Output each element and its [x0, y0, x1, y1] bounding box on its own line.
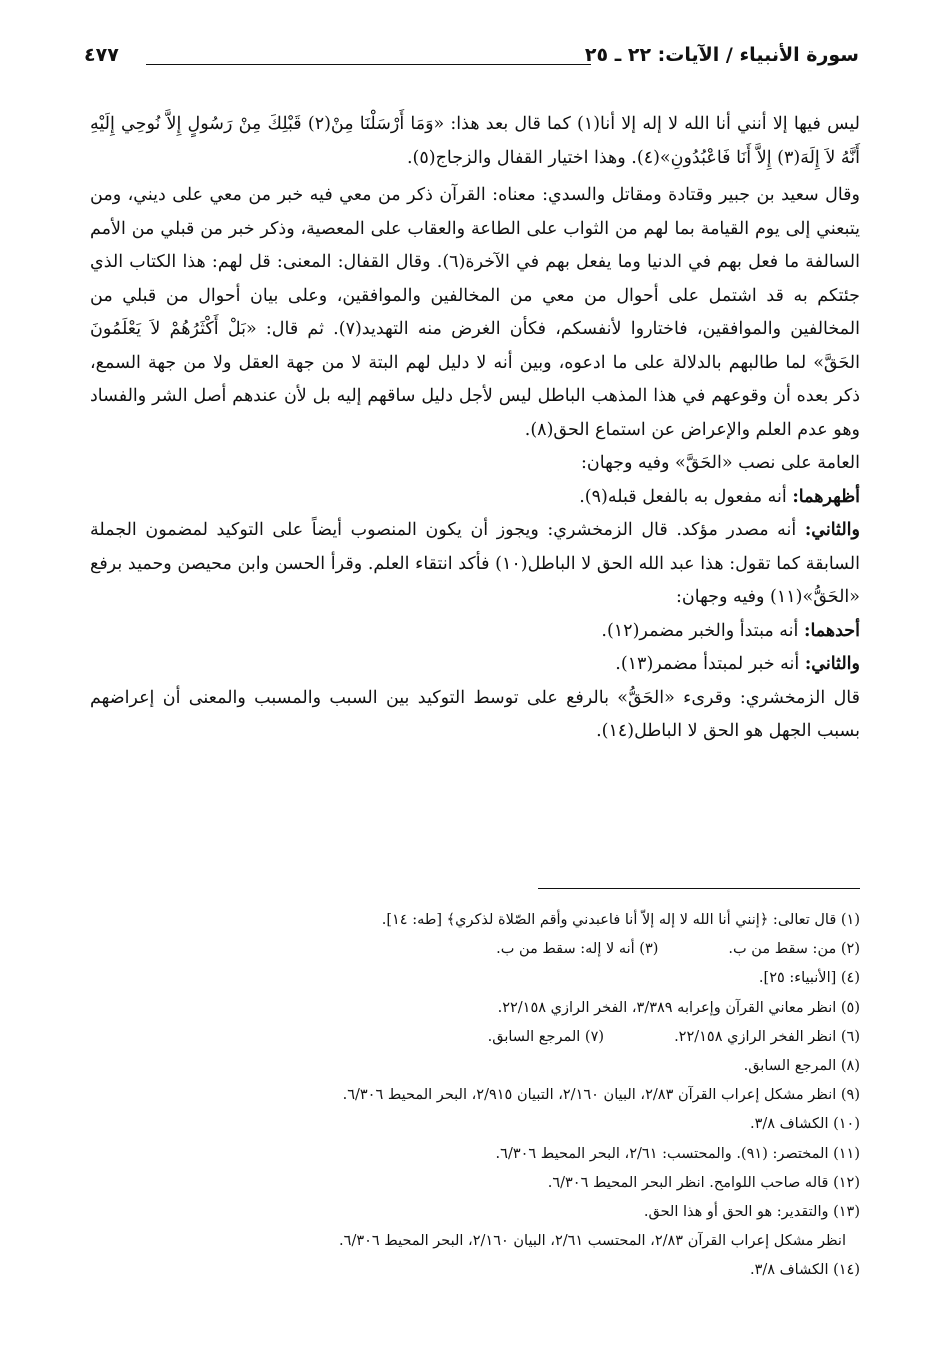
page-number: ٤٧٧	[84, 44, 119, 66]
header-rule	[146, 64, 591, 65]
list-item	[90, 481, 860, 515]
footnote: (١٢) قاله صاحب اللوامح. انظر البحر المحيط ٦/٣٠٦.	[547, 1174, 860, 1191]
item-lead: أحدهما:	[803, 620, 860, 641]
main-text	[90, 108, 860, 749]
footnote: (٢) من: سقط من ب.	[728, 941, 860, 958]
footnote: (١) قال تعالى: ﴿إنني أنا الله لا إله إلاّ أنا فاعبدني وأقم الصّلاة لذكري﴾ [طه: ١٤].	[381, 912, 860, 928]
footnote: (٥) انظر معاني القرآن وإعرابه ٣/٣٨٩، الفخر الرازي ٢٢/١٥٨.	[497, 999, 860, 1016]
paragraph: وقال سعيد بن جبير وقتادة ومقاتل والسدي: معناه: القرآن ذكر من معي فيه خبر من معي على ديني، ومن يتبعني إلى يوم القيامة بما لهم من الثواب على الطاعة والعقاب على المعصية، وذكر خبر من قبلي من الأمم السالفة ما فعل بهم في الدنيا وما يفعل بهم في الآخرة(٦). وقال القفال: المعنى: قل لهم: هذا الكتاب الذي جئتكم به قد اشتمل على أحوال من معي من المخالفين والموافقين، وعلى بيان أحوال من قبلي من المخالفين والموافقين، فاختاروا لأنفسكم، فكأن الغرض منه التهديد(٧). ثم قال: «بَلْ أَكْثَرُهُمْ لاَ يَعْلَمُونَ الحَقَّ» لما طالبهم بالدلالة على ما ادعوه، وبين أنه لا دليل لهم البتة لا من جهة العقل ولا من جهة السمع، ذكر بعده أن وقوعهم في هذا المذهب الباطل ليس لأجل دليل ساقهم إليه بل لأن عندهم أصل الشر والفساد وهو عدم العلم والإعراض عن استماع الحق(٨).	[90, 185, 860, 440]
footnote: انظر مشكل إعراب القرآن ٢/٨٣، المحتسب ٢/٦١، البيان ٢/١٦٠، البحر المحيط ٦/٣٠٦.	[339, 1233, 846, 1250]
footnotes	[130, 906, 860, 1286]
paragraph: قال الزمخشري: وقرىء «الحَقُّ» بالرفع على توسط التوكيد بين السبب والمسبب والمعنى أن إعراضهم بسبب الجهل هو الحق لا الباطل(١٤).	[90, 687, 860, 741]
footnote: (٨) المرجع السابق.	[743, 1058, 860, 1075]
footnote: (١١) المختصر: (٩١). والمحتسب: ٢/٦١، البحر المحيط ٦/٣٠٦.	[495, 1145, 860, 1162]
item-text: أنه خبر لمبتدأ مضمر(١٣).	[615, 654, 805, 674]
list-item	[90, 514, 860, 615]
footnote: (٧) المرجع السابق.	[487, 1028, 605, 1045]
footnote-row	[130, 1023, 860, 1052]
paragraph: العامة على نصب «الحَقَّ» وفيه وجهان:	[581, 453, 860, 473]
footnote-separator	[538, 888, 860, 889]
footnote: (١٤) الكشاف ٣/٨.	[749, 1262, 860, 1279]
item-text: أنه مفعول به بالفعل قبله(٩).	[579, 486, 793, 507]
footnote: (٣) أنه لا إله: سقط من ب.	[496, 941, 659, 958]
item-lead: والثاني:	[804, 654, 860, 674]
item-lead: أظهرهما:	[792, 486, 860, 507]
surah-title: سورة الأنبياء / الآيات: ٢٢ ـ ٢٥	[584, 44, 859, 66]
item-text: أنه مبتدأ والخبر مضمر(١٢).	[601, 620, 804, 641]
item-text: أنه مصدر مؤكد. قال الزمخشري: ويجوز أن يكون المنصوب أيضاً على التوكيد لمضمون الجملة السابقة كما تقول: هذا عبد الله الحق لا الباطل(١٠) فأكد انتقاء العلم. وقرأ الحسن وابن محيصن وحميد برفع «الحَقُّ»(١١) وفيه وجهان:	[90, 520, 860, 607]
item-lead: والثاني:	[804, 520, 860, 540]
footnote: (٦) انظر الفخر الرازي ٢٢/١٥٨.	[674, 1028, 860, 1045]
list-item	[90, 648, 860, 682]
running-header	[84, 40, 859, 72]
footnote: (١٣) والتقدير: هو الحق أو هذا الحق.	[643, 1204, 860, 1221]
footnote: (١٠) الكشاف ٣/٨.	[749, 1116, 860, 1133]
footnote-row	[130, 935, 860, 964]
list-item	[90, 615, 860, 649]
paragraph: ليس فيها إلا أنني أنا الله لا إله إلا أنا(١) كما قال بعد هذا: «وَمَا أَرْسَلْنَا مِنْ(٢) قَبْلِكَ مِنْ رَسُولٍ إِلاَّ نُوحِي إِلَيْهِ أَنَّهُ لاَ إِلَهَ(٣) إِلاَّ أَنَا فَاعْبُدُونِ»(٤). وهذا اختيار القفال والزجاج(٥).	[90, 114, 860, 168]
footnote: (٩) انظر مشكل إعراب القرآن ٢/٨٣، البيان ٢/١٦٠، التبيان ٢/٩١٥، البحر المحيط ٦/٣٠٦.	[342, 1087, 860, 1104]
footnote: (٤) [الأنبياء: ٢٥].	[758, 970, 860, 987]
